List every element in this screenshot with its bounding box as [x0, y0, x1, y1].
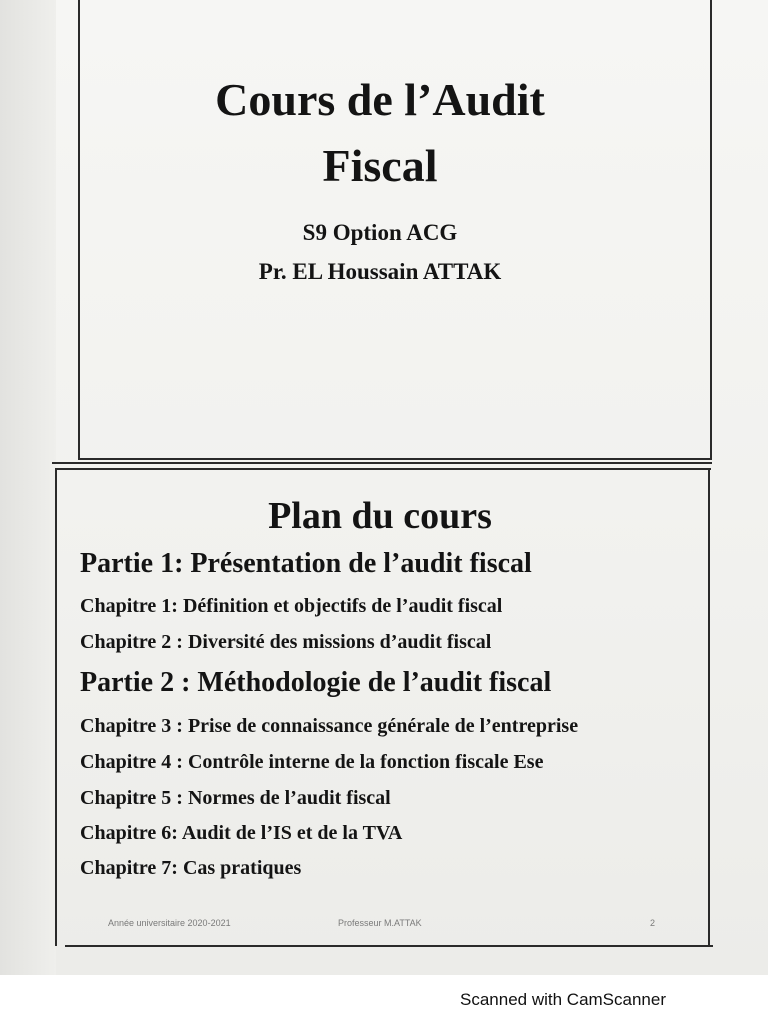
- chapitre-6: Chapitre 6: Audit de l’IS et de la TVA: [80, 822, 403, 844]
- slide-separator-line: [52, 462, 712, 464]
- chapitre-1: Chapitre 1: Définition et objectifs de l’audit fiscal: [80, 595, 503, 617]
- camscanner-watermark: Scanned with CamScanner: [460, 990, 667, 1009]
- course-title-line-2: Fiscal: [322, 140, 438, 191]
- slide-2-right-border: [708, 468, 710, 946]
- slide-2-bottom-border: [65, 945, 713, 947]
- plan-heading: Plan du cours: [268, 495, 492, 537]
- footer-academic-year: Année universitaire 2020-2021: [108, 918, 231, 928]
- partie-2-heading: Partie 2 : Méthodologie de l’audit fiscal: [80, 667, 552, 698]
- chapitre-2: Chapitre 2 : Diversité des missions d’audit fiscal: [80, 631, 492, 653]
- course-title-line-1: Cours de l’Audit: [215, 74, 545, 125]
- footer-professor: Professeur M.ATTAK: [338, 918, 422, 928]
- chapitre-4: Chapitre 4 : Contrôle interne de la fonction fiscale Ese: [80, 751, 544, 773]
- page-left-shadow: [0, 0, 56, 975]
- course-professor: Pr. EL Houssain ATTAK: [258, 259, 502, 284]
- chapitre-5: Chapitre 5 : Normes de l’audit fiscal: [80, 787, 391, 809]
- footer-page-number: 2: [650, 918, 656, 928]
- chapitre-3: Chapitre 3 : Prise de connaissance générale de l’entreprise: [80, 715, 579, 737]
- partie-1-heading: Partie 1: Présentation de l’audit fiscal: [80, 548, 532, 579]
- chapitre-7: Chapitre 7: Cas pratiques: [80, 857, 302, 879]
- course-option: S9 Option ACG: [302, 220, 458, 245]
